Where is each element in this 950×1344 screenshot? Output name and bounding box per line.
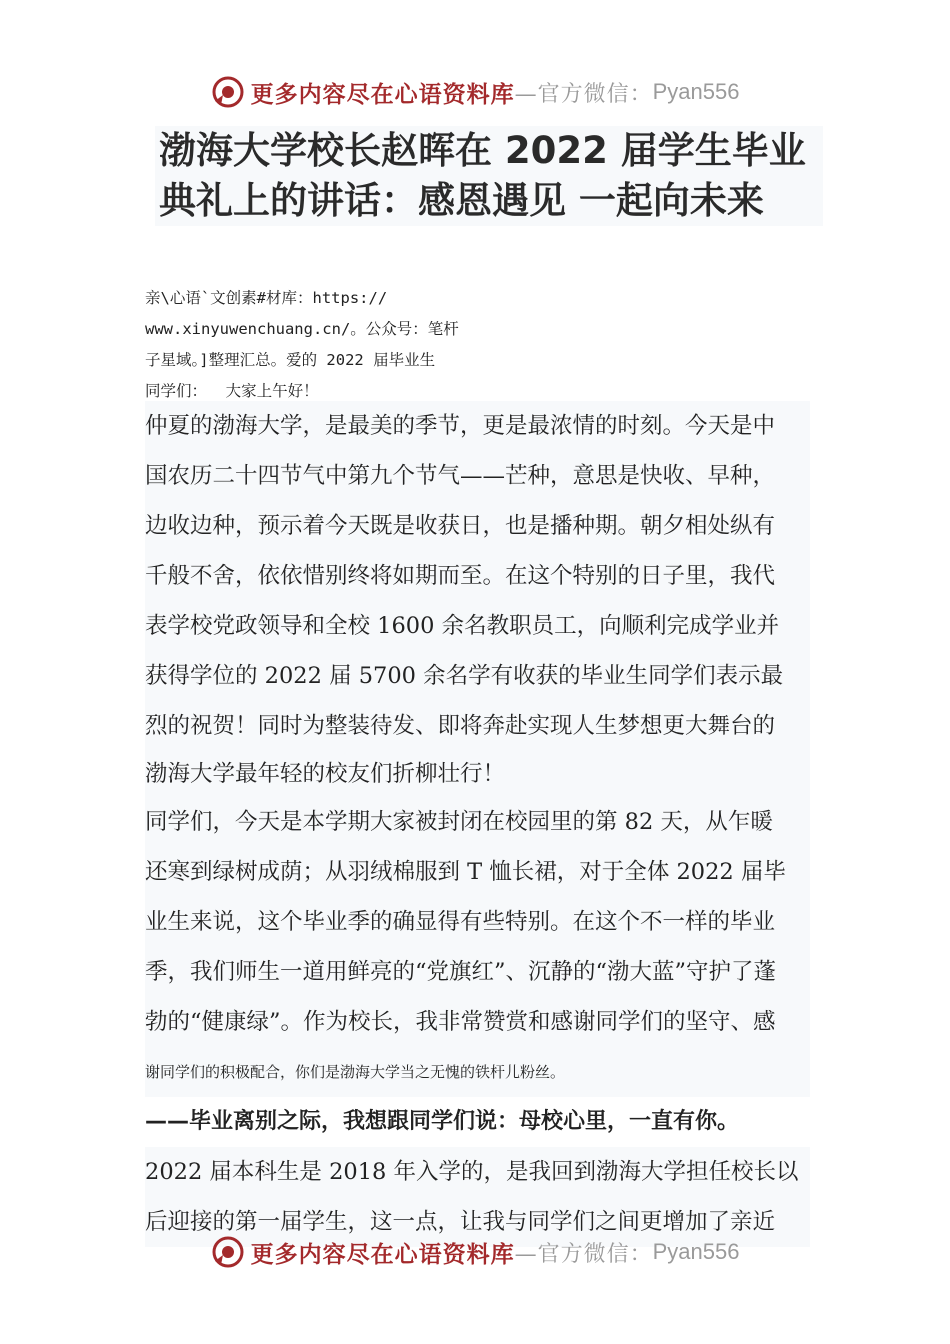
- meta-line: 子星域。]整理汇总。爱的 2022 届毕业生: [145, 351, 436, 369]
- watermark-gray-text: —官方微信：: [514, 1241, 653, 1267]
- body-line: 勃的“健康绿”。作为校长，我非常赞赏和感谢同学们的坚守、感: [145, 997, 810, 1047]
- body-line: 后迎接的第一届学生，这一点，让我与同学们之间更增加了亲近: [145, 1197, 810, 1247]
- logo-icon: [211, 75, 245, 109]
- body-text: [145, 401, 810, 1247]
- body-line: 国农历二十四节气中第九个节气——芒种，意思是快收、早种，: [145, 451, 810, 501]
- body-line: 获得学位的 2022 届 5700 余名学有收获的毕业生同学们表示最: [145, 651, 810, 701]
- watermark-banner-bottom: [0, 1232, 950, 1272]
- section-heading: ——毕业离别之际，我想跟同学们说：母校心里，一直有你。: [145, 1097, 810, 1147]
- logo-icon: [211, 1235, 245, 1269]
- body-line: 烈的祝贺！同时为整装待发、即将奔赴实现人生梦想更大舞台的: [145, 701, 810, 751]
- body-line-small: 谢同学们的积极配合，你们是渤海大学当之无愧的铁杆儿粉丝。: [145, 1047, 810, 1097]
- body-line: 千般不舍，依依惜别终将如期而至。在这个特别的日子里，我代: [145, 551, 810, 601]
- body-line: 还寒到绿树成荫；从羽绒棉服到 T 恤长裙，对于全体 2022 届毕: [145, 847, 810, 897]
- watermark-red-text: 更多内容尽在心语资料库: [250, 80, 515, 108]
- watermark-id: Pyan556: [652, 79, 740, 104]
- title-line-1: 渤海大学校长赵晖在 2022 届学生毕业: [159, 129, 806, 172]
- body-line: 2022 届本科生是 2018 年入学的，是我回到渤海大学担任校长以: [145, 1147, 810, 1197]
- meta-line: 同学们： 大家上午好！: [145, 382, 319, 400]
- watermark-gray-text: —官方微信：: [514, 81, 653, 107]
- body-line: 季，我们师生一道用鲜亮的“党旗红”、沉静的“渤大蓝”守护了蓬: [145, 947, 810, 997]
- watermark-id: Pyan556: [652, 1239, 740, 1264]
- watermark-red-text: 更多内容尽在心语资料库: [250, 1240, 515, 1268]
- watermark-banner-top: [0, 72, 950, 112]
- meta-block: [145, 283, 459, 407]
- body-line: 渤海大学最年轻的校友们折柳壮行！: [145, 751, 810, 797]
- body-line: 仲夏的渤海大学，是最美的季节，更是最浓情的时刻。今天是中: [145, 401, 810, 451]
- meta-line: www.xinyuwenchuang.cn/。公众号：笔杆: [145, 320, 459, 338]
- document-title: [155, 126, 823, 226]
- meta-line: 亲\心语`文创素#材库：https://: [145, 289, 388, 307]
- title-line-2: 典礼上的讲话：感恩遇见 一起向未来: [159, 179, 764, 222]
- body-line: 同学们，今天是本学期大家被封闭在校园里的第 82 天，从乍暖: [145, 797, 810, 847]
- body-line: 业生来说，这个毕业季的确显得有些特别。在这个不一样的毕业: [145, 897, 810, 947]
- body-line: 表学校党政领导和全校 1600 余名教职员工，向顺利完成学业并: [145, 601, 810, 651]
- body-line: 边收边种，预示着今天既是收获日，也是播种期。朝夕相处纵有: [145, 501, 810, 551]
